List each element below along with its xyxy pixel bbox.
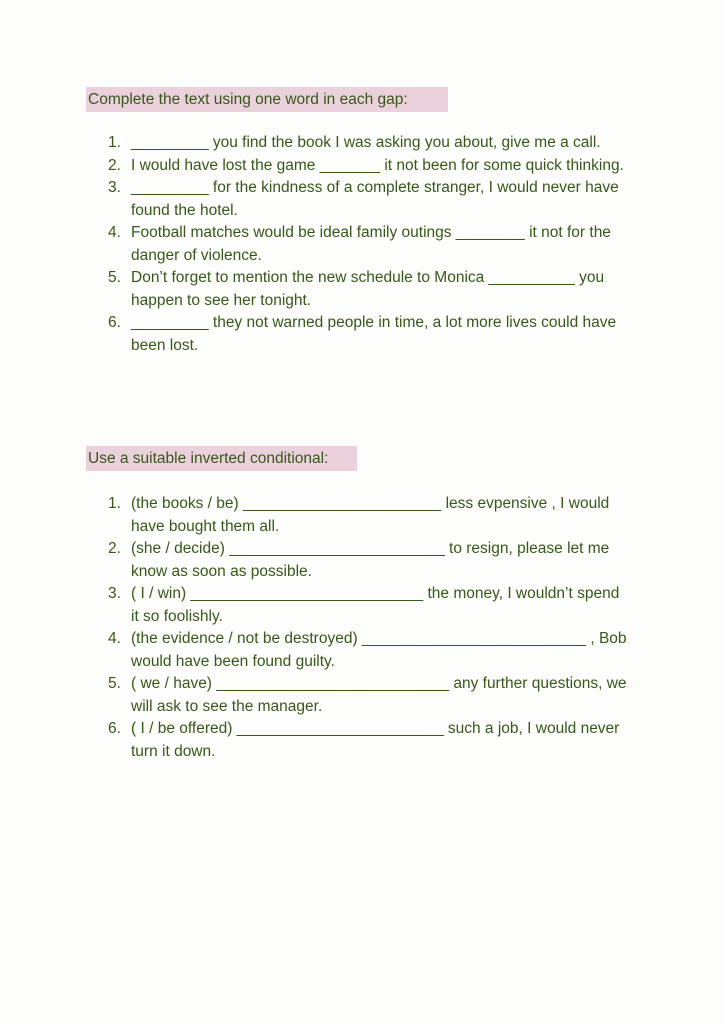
item-text: _________ you find the book I was asking you about, give me a call. xyxy=(131,134,601,151)
item-text: ( we / have) ___________________________ any further questions, we will ask to see the manager. xyxy=(131,675,631,715)
item-text: (the evidence / not be destroyed) __________________________ , Bob would have been found guilty. xyxy=(131,630,631,670)
list-item xyxy=(0,177,724,222)
item-text: I would have lost the game _______ it not been for some quick thinking. xyxy=(131,156,624,174)
item-number: 2. xyxy=(108,540,121,557)
list-item xyxy=(0,493,724,538)
item-text: Football matches would be ideal family outings ________ it not for the danger of violence. xyxy=(131,224,616,264)
list-item xyxy=(0,583,724,628)
item-number: 3. xyxy=(108,179,121,196)
list-item xyxy=(0,673,724,718)
item-number: 6. xyxy=(108,314,121,331)
section-2-heading: Use a suitable inverted conditional: xyxy=(86,446,357,471)
section-1-heading: Complete the text using one word in each gap: xyxy=(86,87,448,112)
item-text: (she / decide) _________________________ to resign, please let me know as soon as possible. xyxy=(131,540,614,580)
item-number: 5. xyxy=(108,269,121,286)
item-number: 5. xyxy=(108,675,121,692)
list-item xyxy=(0,222,724,267)
item-text: ( I / be offered) ________________________ such a job, I would never turn it down. xyxy=(131,720,624,760)
item-number: 6. xyxy=(108,720,121,737)
list-item xyxy=(0,155,724,178)
list-item xyxy=(0,628,724,673)
item-number: 4. xyxy=(108,224,121,241)
item-text: ( I / win) ___________________________ the money, I wouldn’t spend it so foolishly. xyxy=(131,585,624,625)
list-item xyxy=(0,538,724,583)
item-text: Don’t forget to mention the new schedule to Monica __________ you happen to see her tonight. xyxy=(131,269,609,309)
item-text: (the books / be) _______________________ less evpensive , I would have bought them all. xyxy=(131,495,614,535)
item-text: _________ for the kindness of a complete stranger, I would never have found the hotel. xyxy=(131,179,624,219)
item-number: 4. xyxy=(108,630,121,647)
item-number: 1. xyxy=(108,495,121,512)
section-2-exercise-list xyxy=(0,493,724,763)
item-number: 1. xyxy=(108,134,121,151)
list-item xyxy=(0,312,724,357)
item-text: _________ they not warned people in time, a lot more lives could have been lost. xyxy=(131,314,621,354)
list-item xyxy=(0,267,724,312)
item-number: 3. xyxy=(108,585,121,602)
section-1-exercise-list xyxy=(0,132,724,357)
list-item xyxy=(0,132,724,155)
item-number: 2. xyxy=(108,156,121,174)
list-item xyxy=(0,718,724,763)
